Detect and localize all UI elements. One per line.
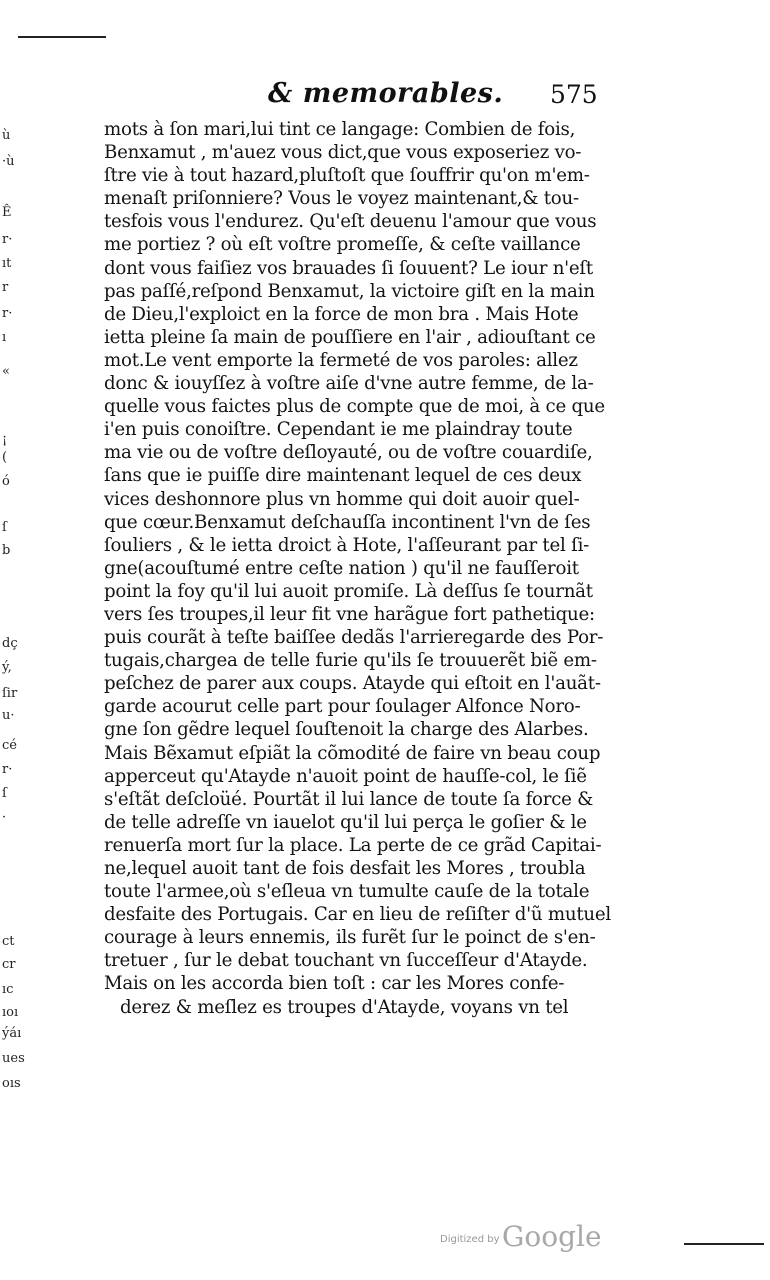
margin-mark: ſir [2, 686, 18, 701]
text-line: apperceut qu'Atayde n'auoit point de hauſſe-col, le ſiẽ [104, 765, 587, 787]
margin-mark: ó [2, 474, 10, 489]
margin-mark: Ê [2, 205, 12, 220]
text-line: que cœur.Benxamut deſchauſſa incontinent l'vn de ſes [104, 511, 591, 533]
text-line: ſouliers , & le ietta droict à Hote, l'aſſeurant par tel ſi- [104, 534, 590, 556]
margin-mark: ſ [2, 520, 7, 535]
margin-mark: « [2, 364, 10, 379]
text-line: i'en puis conoiſtre. Cependant ie me plaindray toute [104, 419, 573, 441]
text-line: puis courãt à teſte baiſſee dedãs l'arrieregarde des Por- [104, 627, 604, 649]
margin-mark: oıs [2, 1076, 21, 1091]
text-line: tugais,chargea de telle furie qu'ils ſe trouuerẽt biẽ em- [104, 650, 597, 672]
text-line: mots à ſon mari,lui tint ce langage: Combien de fois, [104, 119, 576, 140]
text-line: vers ſes troupes,il leur fit vne harãgue fort pathetique: [104, 603, 595, 625]
margin-mark: ct [2, 934, 15, 949]
text-line: dont vous faiſiez vos brauades ſi ſouuent? Le iour n'eſt [104, 257, 593, 279]
text-line: gne(acouſtumé entre ceſte nation ) qu'il ne fauſſeroit [104, 557, 579, 579]
text-line: courage à leurs ennemis, ils furẽt ſur le poinct de s'en- [104, 927, 596, 949]
body-text [104, 118, 609, 1019]
text-line: de telle adreſſe vn iauelot qu'il lui perça le goſier & le [104, 811, 587, 833]
left-margin-bleed [0, 0, 40, 1280]
margin-mark: ·ù [2, 154, 15, 169]
margin-mark: ù [2, 128, 11, 143]
text-line: pas paſſé,reſpond Benxamut, la victoire giſt en la main [104, 280, 595, 302]
text-line: desfaite des Portugais. Car en lieu de reſiſter d'ũ mutuel [104, 904, 611, 926]
margin-mark: ıt [2, 256, 12, 271]
running-title: & memorables. [268, 78, 504, 109]
margin-mark: b [2, 543, 11, 558]
margin-mark: dç [2, 636, 18, 651]
margin-mark: u· [2, 708, 15, 723]
text-line: vices deshonnore plus vn homme qui doit auoir quel- [104, 488, 580, 510]
margin-mark: ſ [2, 786, 7, 801]
margin-mark: ( [2, 450, 8, 465]
text-line: s'eſtãt deſcloüé. Pourtãt il lui lance de toute ſa force & [104, 788, 594, 810]
margin-mark: r· [2, 232, 13, 247]
margin-mark: cé [2, 738, 17, 753]
text-line: mot.Le vent emporte la fermeté de vos paroles: allez [104, 349, 578, 371]
text-line: gne ſon gẽdre lequel ſouſtenoit la charge des Alarbes. [104, 719, 589, 741]
text-line: Mais Bẽxamut eſpiãt la cõmodité de faire vn beau coup [104, 742, 601, 764]
margin-mark: ýáı [2, 1026, 22, 1041]
margin-mark: ı [2, 330, 7, 345]
margin-mark: r [2, 280, 9, 295]
text-line: donc & iouyſſez à voſtre aiſe d'vne autre femme, de la- [104, 373, 594, 395]
margin-mark: ues [2, 1051, 25, 1066]
digitized-by-label: Digitized by [440, 1234, 500, 1245]
text-line: tretuer , ſur le debat touchant vn ſucceſſeur d'Atayde. [104, 950, 588, 972]
google-logo: Google [502, 1220, 602, 1253]
text-line: peſchez de parer aux coups. Atayde qui eſtoit en l'auãt- [104, 673, 601, 695]
text-line: Mais on les accorda bien toſt : car les Mores confe- [104, 973, 565, 995]
page-header [268, 78, 608, 118]
text-line: derez & meſlez es troupes d'Atayde, voyans vn tel [120, 996, 569, 1018]
text-line: de Dieu,l'exploict en la force de mon bra . Mais Hote [104, 303, 579, 325]
text-line: ſtre vie à tout hazard,pluſtoſt que ſouffrir qu'on m'em- [104, 165, 590, 187]
text-line: garde acourut celle part pour ſoulager Alfonce Noro- [104, 696, 581, 718]
text-line: ietta pleine ſa main de pouſſiere en l'air , adiouſtant ce [104, 326, 596, 348]
margin-mark: r· [2, 762, 13, 777]
text-line: toute l'armee,où s'eſleua vn tumulte cauſe de la totale [104, 881, 590, 903]
margin-mark: r· [2, 306, 13, 321]
margin-mark: ıc [2, 982, 14, 997]
margin-mark: cr [2, 957, 16, 972]
margin-mark: · [2, 810, 7, 825]
text-line: tesfois vous l'endurez. Qu'eſt deuenu l'amour que vous [104, 211, 597, 233]
text-line: renuerſa mort ſur la place. La perte de ce grãd Capitai- [104, 834, 602, 856]
text-line: point la foy qu'il lui auoit promiſe. Là deſſus ſe tournãt [104, 580, 593, 602]
margin-mark: ıoı [2, 1005, 19, 1020]
text-line: menaſt priſonniere? Vous le voyez maintenant,& tou- [104, 188, 579, 210]
text-line: ſans que ie puiſſe dire maintenant lequel de ces deux [104, 465, 582, 487]
text-line: me portiez ? où eſt voſtre promeſſe, & ceſte vaillance [104, 234, 581, 256]
margin-mark: ¡ [2, 432, 8, 447]
text-line: ne,lequel auoit tant de fois desfait les Mores , troubla [104, 858, 586, 879]
margin-mark: ý, [2, 660, 12, 675]
text-line: Benxamut , m'auez vous dict,que vous exposeriez vo- [104, 142, 582, 164]
bottom-rule [684, 1243, 764, 1245]
text-line: quelle vous faictes plus de compte que de moi, à ce que [104, 396, 605, 418]
text-line: ma vie ou de voſtre deſloyauté, ou de voſtre couardiſe, [104, 442, 593, 464]
page-number: 575 [550, 80, 598, 109]
digitized-by-google-watermark [440, 1220, 610, 1260]
